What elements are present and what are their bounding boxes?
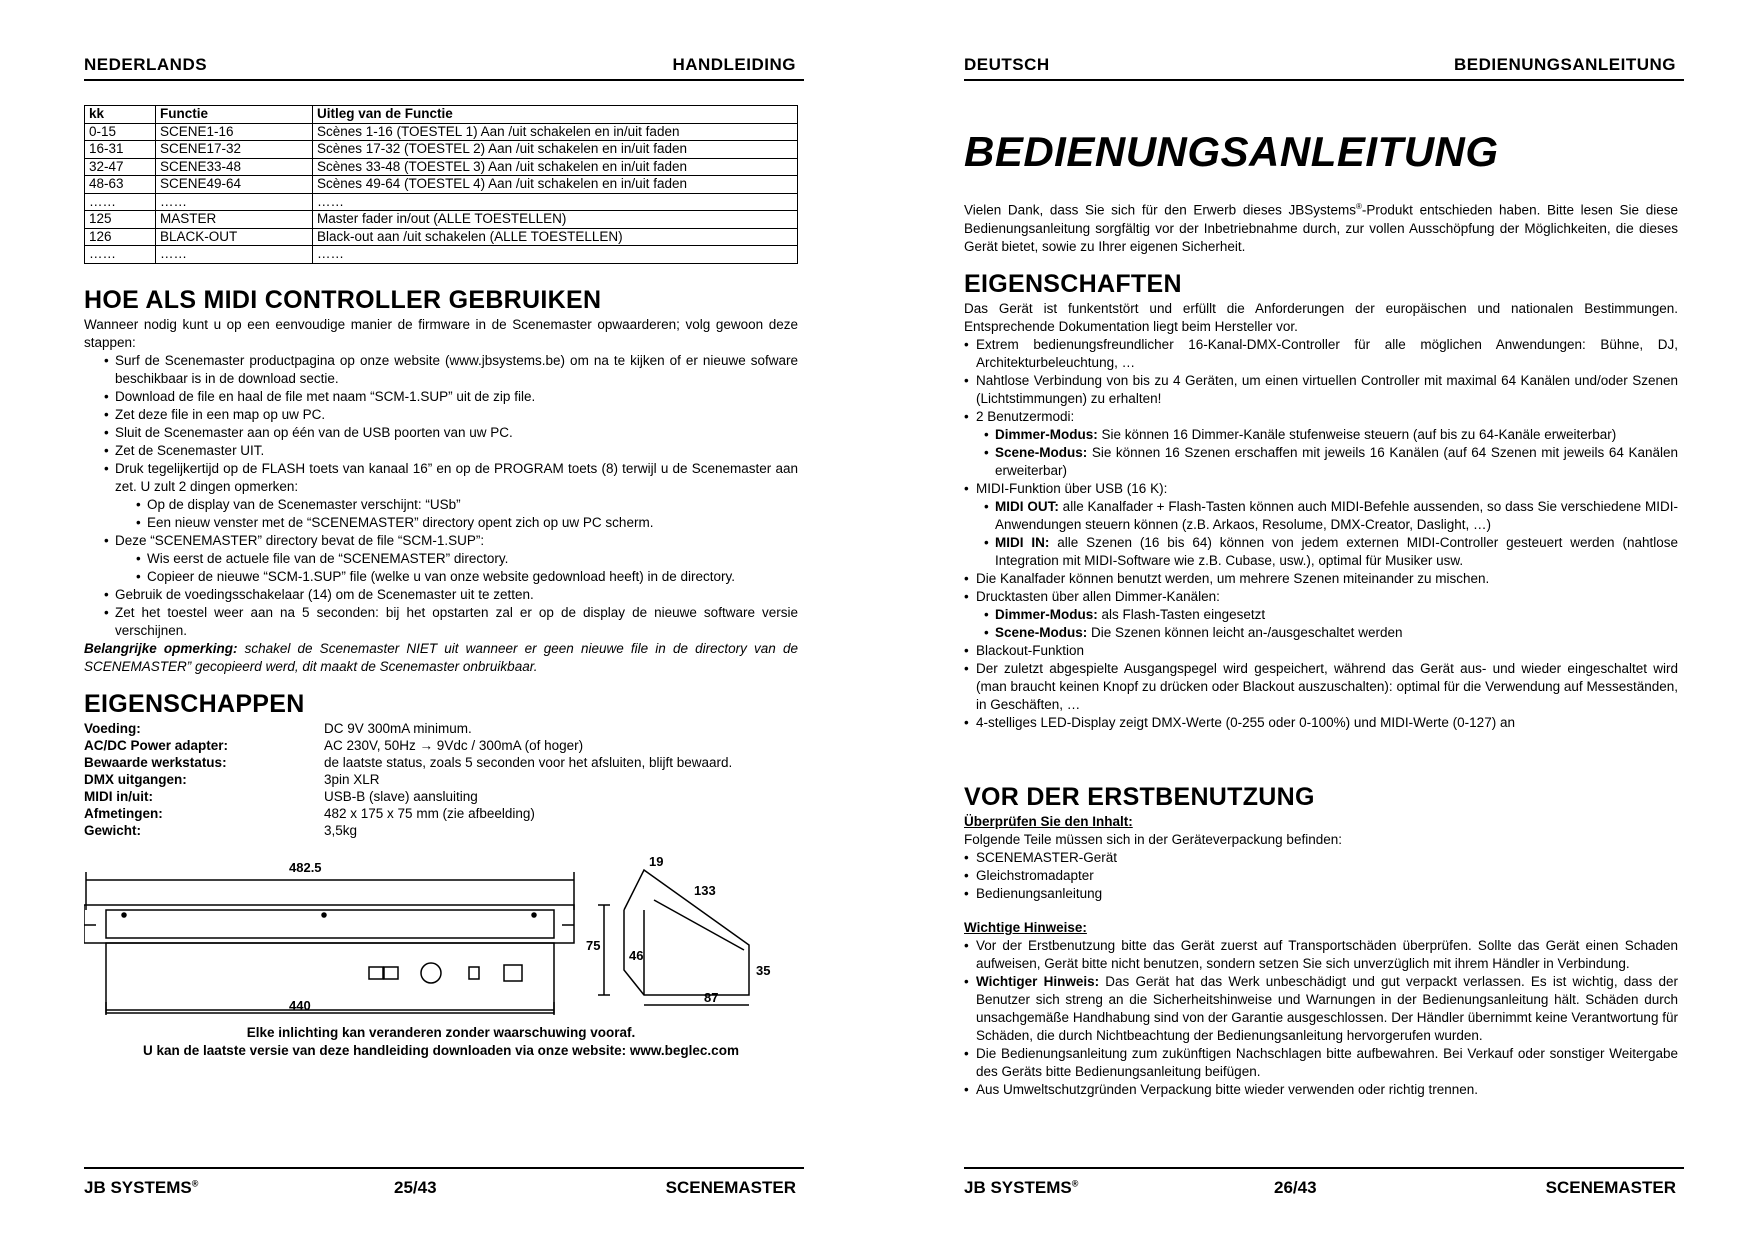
features-section	[964, 300, 1678, 732]
steps-list	[84, 532, 798, 550]
spec-label: Voeding:	[84, 721, 141, 736]
steps-list	[84, 586, 798, 640]
table-cell: SCENE1-16	[156, 123, 313, 141]
list-item: • Zet de Scenemaster UIT.	[84, 442, 798, 460]
table-cell: ……	[85, 193, 156, 211]
spec-row	[84, 805, 732, 822]
sub-list	[964, 606, 1678, 642]
table-row	[85, 228, 798, 246]
col-header: Functie	[156, 106, 313, 124]
page-number: 25/43	[394, 1178, 437, 1197]
spec-value: USB-B (slave) aansluiting	[324, 789, 478, 804]
spec-row	[84, 720, 732, 737]
spec-value: 3pin XLR	[324, 772, 380, 787]
table-cell: BLACK-OUT	[156, 228, 313, 246]
table-cell: 16-31	[85, 141, 156, 159]
list-item: • Surf de Scenemaster productpagina op onze website (www.jbsystems.be) om na te kijken of er nieuwe sofware beschikbaar is in de download sectie.	[84, 352, 798, 388]
table-cell: 32-47	[85, 158, 156, 176]
first-use-section	[964, 813, 1678, 1099]
list-item: • MIDI-Funktion über USB (16 K):	[964, 480, 1678, 498]
spec-label: Gewicht:	[84, 823, 142, 838]
features-list	[964, 642, 1678, 732]
col-header: kk	[85, 106, 156, 124]
table-cell: 48-63	[85, 176, 156, 194]
subheading: Überprüfen Sie den Inhalt:	[964, 814, 1133, 829]
table-row	[85, 193, 798, 211]
list-item: • SCENEMASTER-Gerät	[964, 849, 1678, 867]
features-list	[964, 480, 1678, 498]
table-cell: Black-out aan /uit schakelen (ALLE TOESTELLEN)	[313, 228, 798, 246]
warnings-list	[964, 937, 1678, 1099]
paragraph: Folgende Teile müssen sich in der Geräteverpackung befinden:	[964, 832, 1342, 847]
spec-label: Afmetingen:	[84, 806, 163, 821]
table-row	[85, 158, 798, 176]
spec-row	[84, 754, 732, 771]
table-cell: SCENE17-32	[156, 141, 313, 159]
list-item: • 2 Benutzermodi:	[964, 408, 1678, 426]
list-item: • Zet het toestel weer aan na 5 seconden: bij het opstarten zal er op de display de nieuwe software versie verschijnen.	[84, 604, 798, 640]
spec-row	[84, 737, 732, 754]
table-row	[85, 211, 798, 229]
midi-section	[84, 316, 798, 676]
table-row	[85, 141, 798, 159]
midi-function-table	[84, 105, 798, 264]
footer-product: SCENEMASTER	[665, 1178, 796, 1197]
table-cell: ……	[313, 193, 798, 211]
sub-list	[84, 550, 798, 586]
important-note-text: schakel de Scenemaster NIET uit wanneer er geen nieuwe file in de directory van de SCENEMASTER” gecopieerd werd, dit maakt de Scenemaster onbruikbaar.	[84, 641, 798, 674]
spec-value: de laatste status, zoals 5 seconden voor het afsluiten, blijft bewaard.	[324, 755, 733, 770]
page-footer	[84, 1167, 804, 1209]
list-item: • Wis eerst de actuele file van de “SCENEMASTER” directory.	[84, 550, 798, 568]
list-item: • Vor der Erstbenutzung bitte das Gerät zuerst auf Transportschäden überprüfen. Sollte das Gerät einen Schaden aufweisen, Gerät bitte nicht benutzen, sondern setzen Sie sich unverzüglich mit ihrem Händler in Verbindung.	[964, 937, 1678, 973]
list-item: • Extrem bedienungsfreundlicher 16-Kanal-DMX-Controller für alle möglichen Anwendungen: Bühne, DJ, Architekturbeleuchtung, …	[964, 336, 1678, 372]
header-title: HANDLEIDING	[672, 55, 796, 74]
list-item: • Wichtiger Hinweis: Das Gerät hat das Werk unbeschädigt und gut verpackt verlassen. Es ist wichtig, dass der Benutzer sich streng an die Sicherheitshinweise und Warnungen in der Bedienungsanleitung hält. Schäden durch unsachgemäße Handhabung sind von der Garantie ausgeschlossen. Der Händler übernimmt keine Verantwortung für Schäden, die durch Nichtbeachtung der Bedienungsanleitung hervorgerufen wurden.	[964, 973, 1678, 1045]
list-item: • Blackout-Funktion	[964, 642, 1678, 660]
list-item: • Aus Umweltschutzgründen Verpackung bitte wieder verwenden oder richtig trennen.	[964, 1081, 1678, 1099]
table-cell: Scènes 17-32 (TOESTEL 2) Aan /uit schakelen en in/uit faden	[313, 141, 798, 159]
steps-list	[84, 352, 798, 496]
list-item: • Op de display van de Scenemaster verschijnt: “USb”	[84, 496, 798, 514]
features-list	[964, 336, 1678, 426]
sub-list	[964, 426, 1678, 480]
footer-brand: JB SYSTEMS®	[84, 1178, 199, 1197]
spec-row	[84, 771, 732, 788]
dim-label: 133	[694, 883, 716, 898]
header-language: DEUTSCH	[964, 55, 1050, 74]
list-item: • Dimmer-Modus: als Flash-Tasten eingesetzt	[964, 606, 1678, 624]
paragraph: Das Gerät ist funkentstört und erfüllt die Anforderungen der europäischen und nationalen Bestimmungen. Entsprechende Dokumentation liegt beim Hersteller vor.	[964, 301, 1678, 334]
list-item: • Deze “SCENEMASTER” directory bevat de file “SCM-1.SUP”:	[84, 532, 798, 550]
spec-value: AC 230V, 50Hz → 9Vdc / 300mA (of hoger)	[324, 738, 584, 753]
specs-list	[84, 720, 732, 839]
dimension-drawing	[84, 850, 798, 1018]
page-left	[84, 0, 804, 1240]
list-item: • Scene-Modus: Sie können 16 Szenen erschaffen mit jeweils 16 Kanälen (auf 64 Szenen mit jeweils 64 Kanälen erweiterbar)	[964, 444, 1678, 480]
page-header	[84, 53, 804, 81]
list-item: • Nahtlose Verbindung von bis zu 4 Geräten, um einen virtuellen Controller mit maximal 64 Kanälen und/oder Szenen (Lichtstimmungen) zu erhalten!	[964, 372, 1678, 408]
spec-value: DC 9V 300mA minimum.	[324, 721, 472, 736]
dim-label: 35	[756, 963, 771, 978]
footer-product: SCENEMASTER	[1545, 1178, 1676, 1197]
table-cell: ……	[156, 193, 313, 211]
subheading: Wichtige Hinweise:	[964, 920, 1087, 935]
dim-label: 75	[586, 938, 601, 953]
spec-row	[84, 822, 732, 839]
table-cell: 0-15	[85, 123, 156, 141]
footnote-line: U kan de laatste versie van deze handleiding downloaden via onze website: www.beglec.com	[143, 1043, 739, 1058]
footer-brand: JB SYSTEMS®	[964, 1178, 1079, 1197]
footnote	[84, 1024, 798, 1060]
list-item: • Copieer de nieuwe “SCM-1.SUP” file (welke u van onze website gedownload heeft) in de directory.	[84, 568, 798, 586]
header-title: BEDIENUNGSANLEITUNG	[1453, 55, 1676, 74]
paragraph: Wanneer nodig kunt u op een eenvoudige manier de firmware in de Scenemaster opwaarderen; volg gewoon deze stappen:	[84, 317, 798, 350]
table-row	[85, 176, 798, 194]
table-cell: ……	[156, 246, 313, 264]
table-cell: 125	[85, 211, 156, 229]
spec-value: 482 x 175 x 75 mm (zie afbeelding)	[324, 806, 535, 821]
table-cell: Master fader in/out (ALLE TOESTELLEN)	[313, 211, 798, 229]
table-row	[85, 246, 798, 264]
dim-label: 87	[704, 990, 719, 1005]
table-cell: ……	[313, 246, 798, 264]
list-item: • Druk tegelijkertijd op de FLASH toets van kanaal 16” en op de PROGRAM toets (8) terwijl u de Scenemaster aan zet. U zult 2 dingen opmerken:	[84, 460, 798, 496]
table-cell: ……	[85, 246, 156, 264]
dim-label: 482.5	[289, 860, 322, 875]
col-header: Uitleg van de Functie	[313, 106, 798, 124]
page-title: BEDIENUNGSANLEITUNG	[964, 128, 1499, 175]
spec-label: AC/DC Power adapter:	[84, 738, 229, 753]
spec-value: 3,5kg	[324, 823, 358, 838]
contents-list	[964, 849, 1678, 903]
features-list	[964, 570, 1678, 606]
dim-label: 440	[289, 998, 311, 1013]
spec-row	[84, 788, 732, 805]
list-item: • MIDI IN: alle Szenen (16 bis 64) können von jedem externen MIDI-Controller gesteuert werden (nahtlose Integration mit MIDI-Software wie z.B. Cubase, usw.), optimal für Musiker usw.	[964, 534, 1678, 570]
important-note-label: Belangrijke opmerking:	[84, 641, 238, 656]
list-item: • 4-stelliges LED-Display zeigt DMX-Werte (0-255 oder 0-100%) und MIDI-Werte (0-127) an	[964, 714, 1678, 732]
list-item: • Zet deze file in een map op uw PC.	[84, 406, 798, 424]
list-item: • Bedienungsanleitung	[964, 885, 1678, 903]
list-item: • Die Kanalfader können benutzt werden, um mehrere Szenen miteinander zu mischen.	[964, 570, 1678, 588]
table-cell: MASTER	[156, 211, 313, 229]
list-item: • Een nieuw venster met de “SCENEMASTER” directory opent zich op uw PC scherm.	[84, 514, 798, 532]
list-item: • Drucktasten über allen Dimmer-Kanälen:	[964, 588, 1678, 606]
section-title-specs: EIGENSCHAPPEN	[84, 690, 305, 718]
page-header	[964, 53, 1684, 81]
list-item: • Gleichstromadapter	[964, 867, 1678, 885]
page-footer	[964, 1167, 1684, 1209]
list-item: • Download de file en haal de file met naam “SCM-1.SUP” uit de zip file.	[84, 388, 798, 406]
sub-list	[84, 496, 798, 532]
table-cell: SCENE33-48	[156, 158, 313, 176]
table-cell: Scènes 49-64 (TOESTEL 4) Aan /uit schakelen en in/uit faden	[313, 176, 798, 194]
page-right	[964, 0, 1684, 1240]
table-cell: 126	[85, 228, 156, 246]
table-cell: Scènes 33-48 (TOESTEL 3) Aan /uit schakelen en in/uit faden	[313, 158, 798, 176]
section-title-midi: HOE ALS MIDI CONTROLLER GEBRUIKEN	[84, 286, 602, 314]
list-item: • Scene-Modus: Die Szenen können leicht an-/ausgeschaltet werden	[964, 624, 1678, 642]
important-note	[84, 640, 798, 676]
spec-label: MIDI in/uit:	[84, 789, 153, 804]
table-cell: SCENE49-64	[156, 176, 313, 194]
spec-label: DMX uitgangen:	[84, 772, 187, 787]
intro-paragraph: Vielen Dank, dass Sie sich für den Erwerb dieses JBSystems®-Produkt entschieden haben. Bitte lesen Sie diese Bedienungsanleitung sorgfältig vor der Inbetriebnahme durch, zur vollen Ausschöpfung der Möglichkeiten, die dieses Gerät bietet, sowie zu Ihrer eigenen Sicherheit.	[964, 202, 1678, 254]
spec-label: Bewaarde werkstatus:	[84, 755, 227, 770]
sub-list	[964, 498, 1678, 570]
list-item: • Die Bedienungsanleitung zum zukünftigen Nachschlagen bitte aufbewahren. Bei Verkauf oder sonstiger Weitergabe des Geräts bitte Bedienungsanleitung beifügen.	[964, 1045, 1678, 1081]
list-item: • MIDI OUT: alle Kanalfader + Flash-Tasten können auch MIDI-Befehle aussenden, so dass Sie verschiedene MIDI-Anwendungen steuern können (z.B. Arkaos, Resolume, DMX-Creator, Daslight, …)	[964, 498, 1678, 534]
section-title-first-use: VOR DER ERSTBENUTZUNG	[964, 783, 1315, 811]
footnote-line: Elke inlichting kan veranderen zonder waarschuwing vooraf.	[246, 1025, 636, 1040]
table-row	[85, 123, 798, 141]
list-item: • Sluit de Scenemaster aan op één van de USB poorten van uw PC.	[84, 424, 798, 442]
list-item: • Dimmer-Modus: Sie können 16 Dimmer-Kanäle stufenweise steuern (auf bis zu 64-Kanäle erweiterbar)	[964, 426, 1678, 444]
dim-label: 46	[629, 948, 644, 963]
table-cell: Scènes 1-16 (TOESTEL 1) Aan /uit schakelen en in/uit faden	[313, 123, 798, 141]
header-language: NEDERLANDS	[84, 55, 208, 74]
table-header-row	[85, 106, 798, 124]
list-item: • Gebruik de voedingsschakelaar (14) om de Scenemaster uit te zetten.	[84, 586, 798, 604]
dim-label: 19	[649, 854, 664, 869]
list-item: • Der zuletzt abgespielte Ausgangspegel wird gespeichert, während das Gerät aus- und wieder eingeschaltet wird (man braucht keinen Knopf zu drücken oder Blackout auszuschalten): optimal für die Verwendung auf Messeständen, in Geschäften, …	[964, 660, 1678, 714]
section-title-features: EIGENSCHAFTEN	[964, 270, 1182, 298]
page-number: 26/43	[1274, 1178, 1317, 1197]
